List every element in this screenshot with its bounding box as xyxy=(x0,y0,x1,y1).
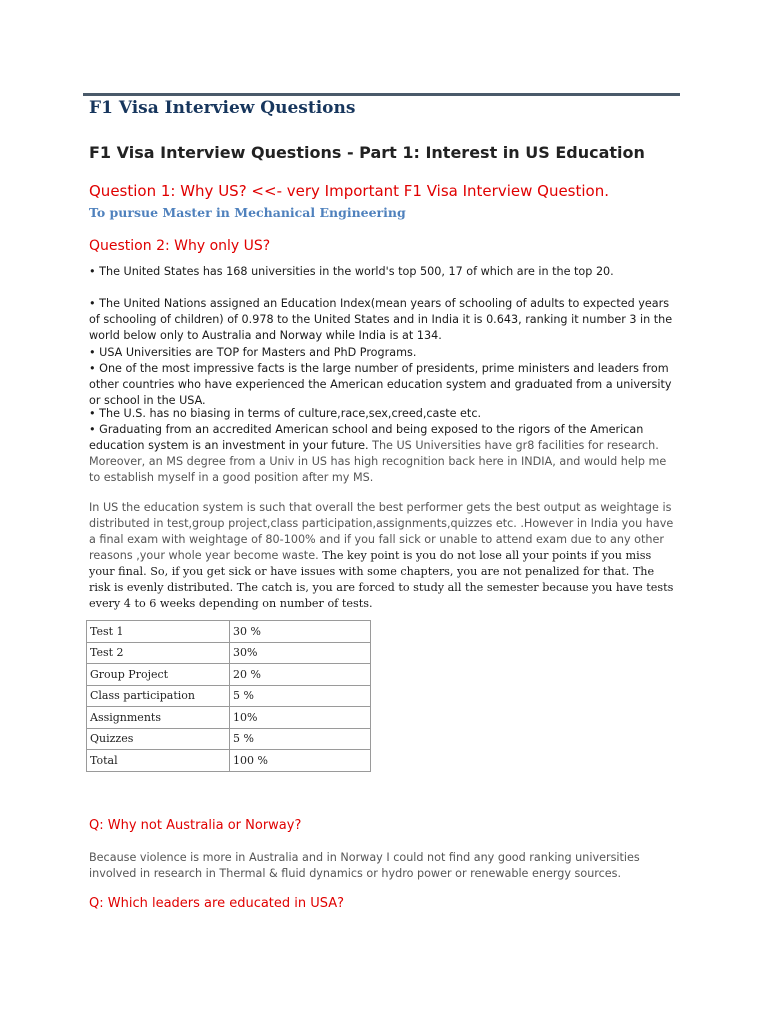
question-why-not-australia-norway: Q: Why not Australia or Norway? xyxy=(89,818,302,833)
education-system-tail: The key point is you do not lose all your points if you miss your final. So, if you get sick or have issues with some chapters, you are not penalized for that. The risk is evenly distributed. The catch is, you are forced to study all the semester because you have tests every 4 to 6 weeks depending on number of tests. xyxy=(89,549,674,610)
part-heading: F1 Visa Interview Questions - Part 1: Interest in US Education xyxy=(89,143,645,162)
table-cell-component: Assignments xyxy=(87,707,230,729)
table-row xyxy=(87,707,371,729)
bullet-accredited xyxy=(89,422,679,486)
table-cell-component: Group Project xyxy=(87,664,230,686)
bullet-accredited-text: • Graduating from an accredited American school and being exposed to the rigors of the American education system is an investment in your future. xyxy=(89,423,644,452)
table-cell-weight: 30 % xyxy=(230,621,371,643)
table-cell-component: Test 2 xyxy=(87,642,230,664)
question-1-answer: To pursue Master in Mechanical Engineering xyxy=(89,205,406,220)
question-2: Question 2: Why only US? xyxy=(89,238,271,254)
question-leaders-educated-usa: Q: Which leaders are educated in USA? xyxy=(89,896,345,911)
table-row xyxy=(87,642,371,664)
bullet-top-500: • The United States has 168 universities in the world's top 500, 17 of which are in the top 20. xyxy=(89,265,614,278)
table-cell-weight: 10% xyxy=(230,707,371,729)
weightage-table xyxy=(86,620,371,772)
table-cell-component: Test 1 xyxy=(87,621,230,643)
document-title: F1 Visa Interview Questions xyxy=(89,98,356,118)
table-cell-component: Class participation xyxy=(87,685,230,707)
table-cell-weight: 100 % xyxy=(230,750,371,772)
answer-why-not-australia-norway: Because violence is more in Australia and in Norway I could not find any good ranking universities involved in research in Thermal & fluid dynamics or hydro power or renewable energy sources. xyxy=(89,851,640,880)
table-cell-weight: 5 % xyxy=(230,728,371,750)
bullet-masters-phd: • USA Universities are TOP for Masters and PhD Programs. xyxy=(89,346,417,359)
table-cell-component: Quizzes xyxy=(87,728,230,750)
bullet-no-bias: • The U.S. has no biasing in terms of culture,race,sex,creed,caste etc. xyxy=(89,407,482,420)
education-system-paragraph xyxy=(89,500,679,612)
table-cell-weight: 20 % xyxy=(230,664,371,686)
table-row xyxy=(87,621,371,643)
table-row xyxy=(87,664,371,686)
table-row xyxy=(87,750,371,772)
bullet-education-index: • The United Nations assigned an Education Index(mean years of schooling of adults to expected years of schooling of children) of 0.978 to the United States and in India it is 0.643, ranking it number 3 in the world below only to Australia and Norway while India is at 134. xyxy=(89,297,673,342)
education-system-text: In US the education system is such that overall the best performer gets the best output as weightage is distributed in test,group project,class participation,assignments,quizzes etc. .However in India you have a final exam with weightage of 80-100% and if you fall sick or unable to attend exam due to any other reasons ,your whole year become waste. xyxy=(89,501,674,562)
table-cell-component: Total xyxy=(87,750,230,772)
bullet-leaders: • One of the most impressive facts is the large number of presidents, prime ministers and leaders from other countries who have experienced the American education system and graduated from a university or school in the USA. xyxy=(89,362,672,407)
table-row xyxy=(87,728,371,750)
top-divider xyxy=(83,93,680,96)
table-row xyxy=(87,685,371,707)
table-cell-weight: 30% xyxy=(230,642,371,664)
bullet-accredited-tail: The US Universities have gr8 facilities for research. Moreover, an MS degree from a Univ in US has high recognition back here in INDIA, and would help me to establish myself in a good position after my MS. xyxy=(89,439,667,484)
table-cell-weight: 5 % xyxy=(230,685,371,707)
question-1: Question 1: Why US? <<- very Important F1 Visa Interview Question. xyxy=(89,182,609,200)
